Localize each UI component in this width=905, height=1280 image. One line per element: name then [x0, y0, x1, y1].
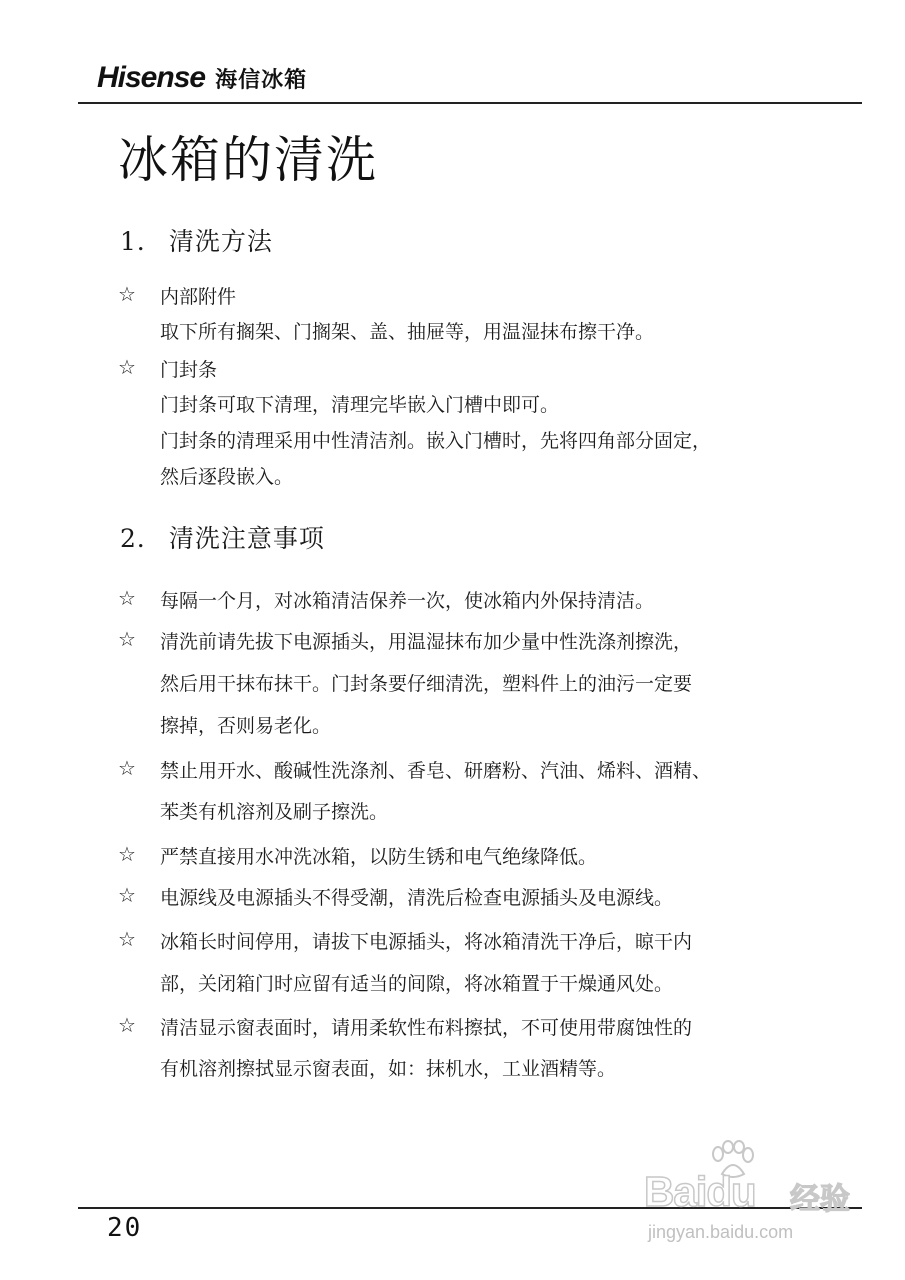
item-line: 苯类有机溶剂及刷子擦洗。 — [160, 801, 389, 823]
item-line: 电源线及电源插头不得受潮，清洗后检查电源插头及电源线。 — [160, 887, 674, 909]
watermark-sub: 经验 — [790, 1182, 850, 1217]
page-number: 20 — [107, 1213, 143, 1243]
item-line: 禁止用开水、酸碱性洗涤剂、香皂、研磨粉、汽油、烯料、酒精、 — [160, 760, 712, 782]
section-title-text: 清洗注意事项 — [168, 524, 325, 553]
header-rule — [78, 102, 862, 104]
section-title-2 — [120, 519, 325, 555]
brand-logo: Hisense — [97, 61, 206, 94]
section-title-text: 清洗方法 — [168, 227, 273, 256]
star-icon: ☆ — [118, 627, 136, 651]
baidu-watermark — [642, 1140, 862, 1270]
item-line: 严禁直接用水冲洗冰箱，以防生锈和电气绝缘降低。 — [160, 846, 598, 868]
item-line: 取下所有搁架、门搁架、盖、抽屉等，用温湿抹布擦干净。 — [160, 321, 655, 343]
star-icon: ☆ — [118, 842, 136, 866]
item-line: 门封条的清理采用中性清洁剂。嵌入门槽时，先将四角部分固定， — [160, 430, 712, 452]
section-number: 2． — [120, 524, 163, 553]
item-line: 然后用干抹布抹干。门封条要仔细清洗，塑料件上的油污一定要 — [160, 673, 693, 695]
star-icon: ☆ — [118, 1013, 136, 1037]
star-icon: ☆ — [118, 756, 136, 780]
section-number: 1． — [120, 227, 163, 256]
star-icon: ☆ — [118, 282, 136, 306]
star-icon: ☆ — [118, 927, 136, 951]
item-line: 清洗前请先拔下电源插头，用温湿抹布加少量中性洗涤剂擦洗， — [160, 631, 693, 653]
watermark-logo: Baidu — [644, 1168, 756, 1215]
section-title-1 — [120, 222, 273, 258]
item-heading: 内部附件 — [160, 286, 237, 308]
brand-name-cn: 海信冰箱 — [215, 67, 308, 93]
item-line: 擦掉，否则易老化。 — [160, 715, 332, 737]
item-line: 门封条可取下清理，清理完毕嵌入门槽中即可。 — [160, 394, 560, 416]
item-line: 部，关闭箱门时应留有适当的间隙，将冰箱置于干燥通风处。 — [160, 973, 674, 995]
page-title: 冰箱的清洗 — [118, 131, 378, 189]
item-line: 每隔一个月，对冰箱清洁保养一次，使冰箱内外保持清洁。 — [160, 590, 655, 612]
item-line: 清洁显示窗表面时，请用柔软性布料擦拭，不可使用带腐蚀性的 — [160, 1017, 693, 1039]
item-heading: 门封条 — [160, 359, 218, 381]
brand-header — [97, 60, 307, 96]
item-line: 然后逐段嵌入。 — [160, 466, 294, 488]
star-icon: ☆ — [118, 883, 136, 907]
item-line: 冰箱长时间停用，请拔下电源插头，将冰箱清洗干净后，晾干内 — [160, 931, 693, 953]
star-icon: ☆ — [118, 586, 136, 610]
item-line: 有机溶剂擦拭显示窗表面，如：抹机水，工业酒精等。 — [160, 1058, 617, 1080]
star-icon: ☆ — [118, 355, 136, 379]
watermark-url: jingyan.baidu.com — [648, 1222, 794, 1242]
